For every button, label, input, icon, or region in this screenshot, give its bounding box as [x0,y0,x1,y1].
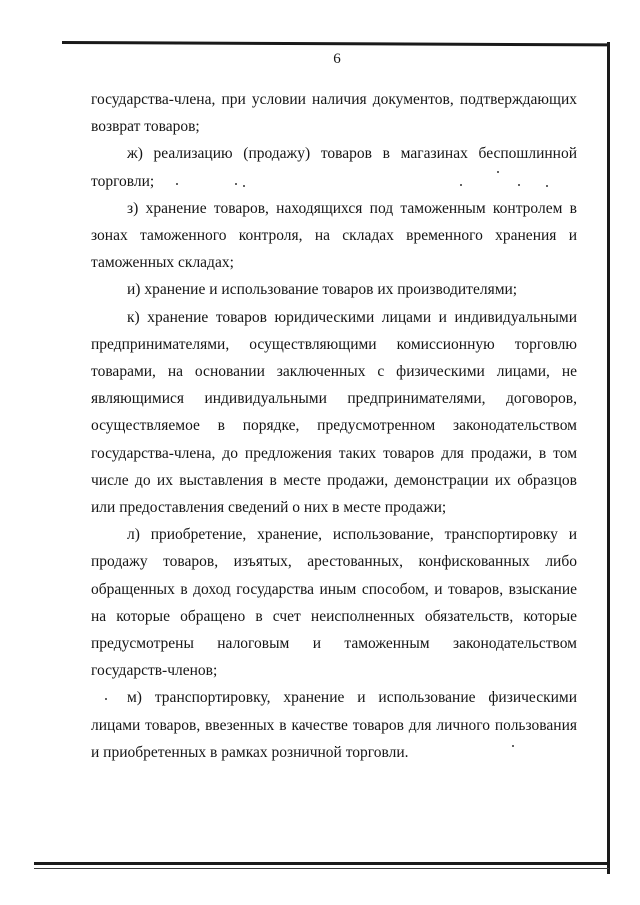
scan-speck [497,171,499,173]
page-frame-bottom-border-inner [34,868,609,869]
scan-speck [235,183,237,185]
page-number: 6 [333,51,341,67]
page-frame-right-border [607,42,610,874]
paragraph-item-m: м) транспортировку, хранение и использование физическими лицами товаров, ввезенных в качестве товаров для личного пользования и приобретенных в рамках розничной торговли. [91,689,577,761]
paragraph-item-zh: ж) реализацию (продажу) товаров в магазинах беспошлинной торговли; [91,145,577,190]
scan-speck [105,698,107,700]
page-frame-top-border [62,41,610,46]
scan-speck [243,185,245,187]
scan-speck [512,745,514,747]
document-body [91,86,577,766]
scan-speck [546,185,548,187]
scan-speck [518,184,520,186]
scan-speck [176,183,178,185]
scan-speck [460,184,462,186]
paragraph-continuation: государства-члена, при условии наличия документов, подтверждающих возврат товаров; [91,91,577,136]
paragraph-item-k: к) хранение товаров юридическими лицами и индивидуальными предпринимателями, осуществляющими комиссионную торговлю товарами, на основании заключенных с физическими лицами, не являющимися индивидуальными предпринимателями, договоров, осуществляемое в порядке, предусмотренном законодательством государства-члена, до предложения таких товаров для продажи, в том числе до их выставления в месте продажи, демонстрации их образцов или предоставления сведений о них в месте продажи; [91,308,577,517]
paragraph-item-l: л) приобретение, хранение, использование, транспортировку и продажу товаров, изъятых, арестованных, конфискованных либо обращенных в доход государства иным способом, и товаров, взыскание на которые обращено в счет неисполненных обязательств, которые предусмотрены налоговым и таможенным законодательством государств-членов; [91,526,577,680]
paragraph-item-i: и) хранение и использование товаров их производителями; [127,281,518,299]
page-frame-bottom-border [34,862,609,865]
paragraph-item-z: з) хранение товаров, находящихся под таможенным контролем в зонах таможенного контроля, на складах временного хранения и таможенных складах; [91,199,577,272]
